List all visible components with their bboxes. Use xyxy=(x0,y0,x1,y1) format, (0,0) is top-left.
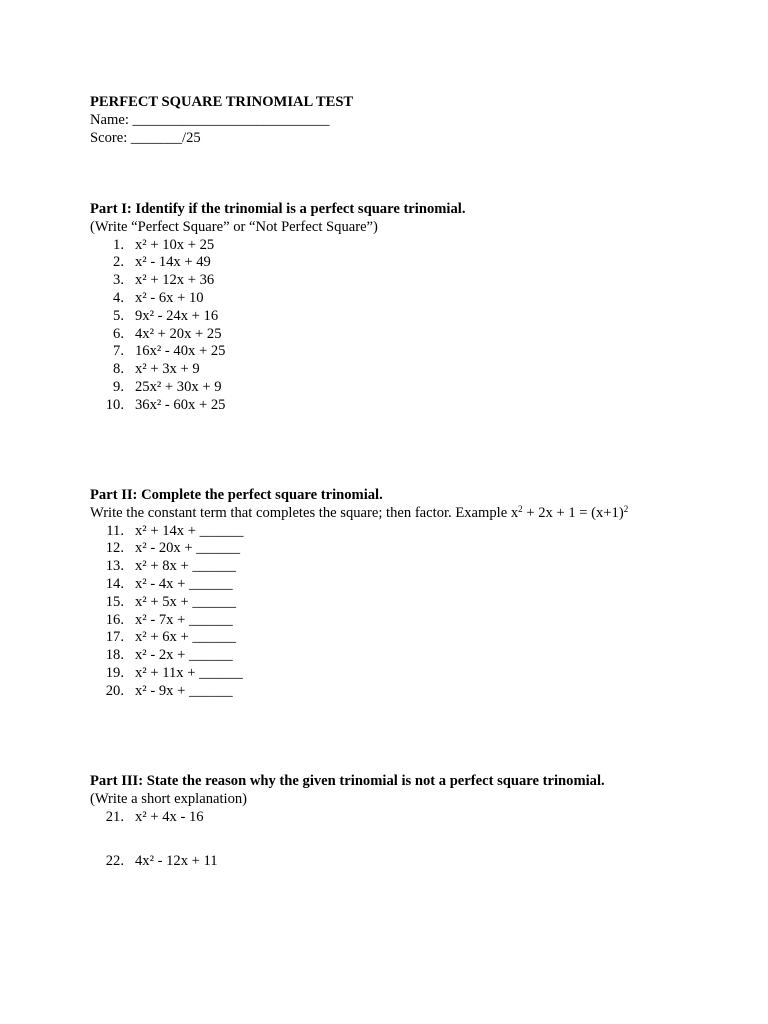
item-number: 12. xyxy=(105,540,124,557)
item-expression: x² - 2x + ______ xyxy=(135,647,233,664)
list-item xyxy=(90,254,730,272)
item-number: 19. xyxy=(105,664,124,681)
list-item xyxy=(90,361,730,379)
item-expression: 9x² - 24x + 16 xyxy=(135,307,219,324)
item-expression: x² + 8x + ______ xyxy=(135,558,237,575)
name-field-line: Name: ___________________________ xyxy=(90,111,330,128)
item-expression: x² + 6x + ______ xyxy=(135,629,237,646)
list-item xyxy=(90,612,730,630)
list-item xyxy=(90,558,730,576)
instruction-text: + 2x + 1 = (x+1) xyxy=(522,504,624,521)
item-expression: x² - 9x + ______ xyxy=(135,682,233,699)
list-item xyxy=(90,853,730,871)
item-number: 17. xyxy=(105,629,124,646)
item-expression: x² + 10x + 25 xyxy=(135,236,215,253)
item-expression: x² + 14x + ______ xyxy=(135,522,244,539)
exponent: 2 xyxy=(623,503,629,514)
list-item xyxy=(90,665,730,683)
part-1-heading: Part I: Identify if the trinomial is a perfect square trinomial. xyxy=(90,201,466,217)
item-expression: x² + 3x + 9 xyxy=(135,361,200,378)
item-expression: x² - 4x + ______ xyxy=(135,575,233,592)
list-item xyxy=(90,290,730,308)
item-number: 18. xyxy=(105,647,124,664)
list-item xyxy=(90,576,730,594)
list-item xyxy=(90,594,730,612)
part-2-instruction xyxy=(90,505,730,523)
test-header xyxy=(90,94,730,147)
item-expression: x² - 20x + ______ xyxy=(135,540,241,557)
item-number: 20. xyxy=(105,682,124,699)
list-item xyxy=(90,540,730,558)
part-2-section xyxy=(90,487,730,701)
part-1-instruction: (Write “Perfect Square” or “Not Perfect Square”) xyxy=(90,218,378,235)
item-number: 16. xyxy=(105,611,124,628)
list-item xyxy=(90,629,730,647)
part-3-instruction: (Write a short explanation) xyxy=(90,790,248,807)
part-1-section xyxy=(90,201,730,415)
part-3-heading: Part III: State the reason why the given trinomial is not a perfect square trinomial. xyxy=(90,773,605,789)
item-number: 14. xyxy=(105,575,124,592)
list-item xyxy=(90,809,730,827)
item-expression: 4x² + 20x + 25 xyxy=(135,325,222,342)
item-number: 6. xyxy=(113,325,124,342)
list-item xyxy=(90,647,730,665)
part-3-item-list xyxy=(90,809,730,872)
item-number: 11. xyxy=(106,522,124,539)
list-item xyxy=(90,379,730,397)
item-expression: x² + 5x + ______ xyxy=(135,593,237,610)
item-number: 4. xyxy=(113,289,124,306)
item-expression: x² + 12x + 36 xyxy=(135,272,215,289)
item-expression: 25x² + 30x + 9 xyxy=(135,378,222,395)
part-1-item-list xyxy=(90,237,730,415)
list-item xyxy=(90,272,730,290)
item-number: 3. xyxy=(113,272,124,289)
part-3-section xyxy=(90,773,730,871)
part-2-heading: Part II: Complete the perfect square trinomial. xyxy=(90,487,383,503)
list-item xyxy=(90,397,730,415)
part-2-item-list xyxy=(90,523,730,701)
item-number: 9. xyxy=(113,378,124,395)
list-item xyxy=(90,683,730,701)
item-expression: x² + 4x - 16 xyxy=(135,808,204,825)
instruction-text: Write the constant term that completes the square; then factor. Example x xyxy=(90,504,519,521)
item-expression: 36x² - 60x + 25 xyxy=(135,396,226,413)
item-expression: x² - 6x + 10 xyxy=(135,289,204,306)
item-expression: 16x² - 40x + 25 xyxy=(135,343,226,360)
item-number: 1. xyxy=(113,236,124,253)
list-item xyxy=(90,237,730,255)
item-number: 21. xyxy=(105,808,124,825)
list-item xyxy=(90,326,730,344)
exponent: 2 xyxy=(518,503,523,514)
item-expression: x² - 14x + 49 xyxy=(135,254,211,271)
item-number: 7. xyxy=(113,343,124,360)
score-field-line: Score: _______/25 xyxy=(90,129,201,146)
item-number: 10. xyxy=(105,396,124,413)
item-number: 15. xyxy=(105,593,124,610)
test-title: PERFECT SQUARE TRINOMIAL TEST xyxy=(90,94,354,110)
item-expression: x² + 11x + ______ xyxy=(135,664,243,681)
item-number: 5. xyxy=(113,307,124,324)
list-item xyxy=(90,343,730,361)
item-number: 8. xyxy=(113,361,124,378)
item-number: 13. xyxy=(105,558,124,575)
item-expression: 4x² - 12x + 11 xyxy=(135,853,218,870)
item-expression: x² - 7x + ______ xyxy=(135,611,233,628)
list-item xyxy=(90,523,730,541)
document-page xyxy=(90,94,730,870)
item-number: 2. xyxy=(113,254,124,271)
list-item xyxy=(90,308,730,326)
item-number: 22. xyxy=(105,853,124,870)
